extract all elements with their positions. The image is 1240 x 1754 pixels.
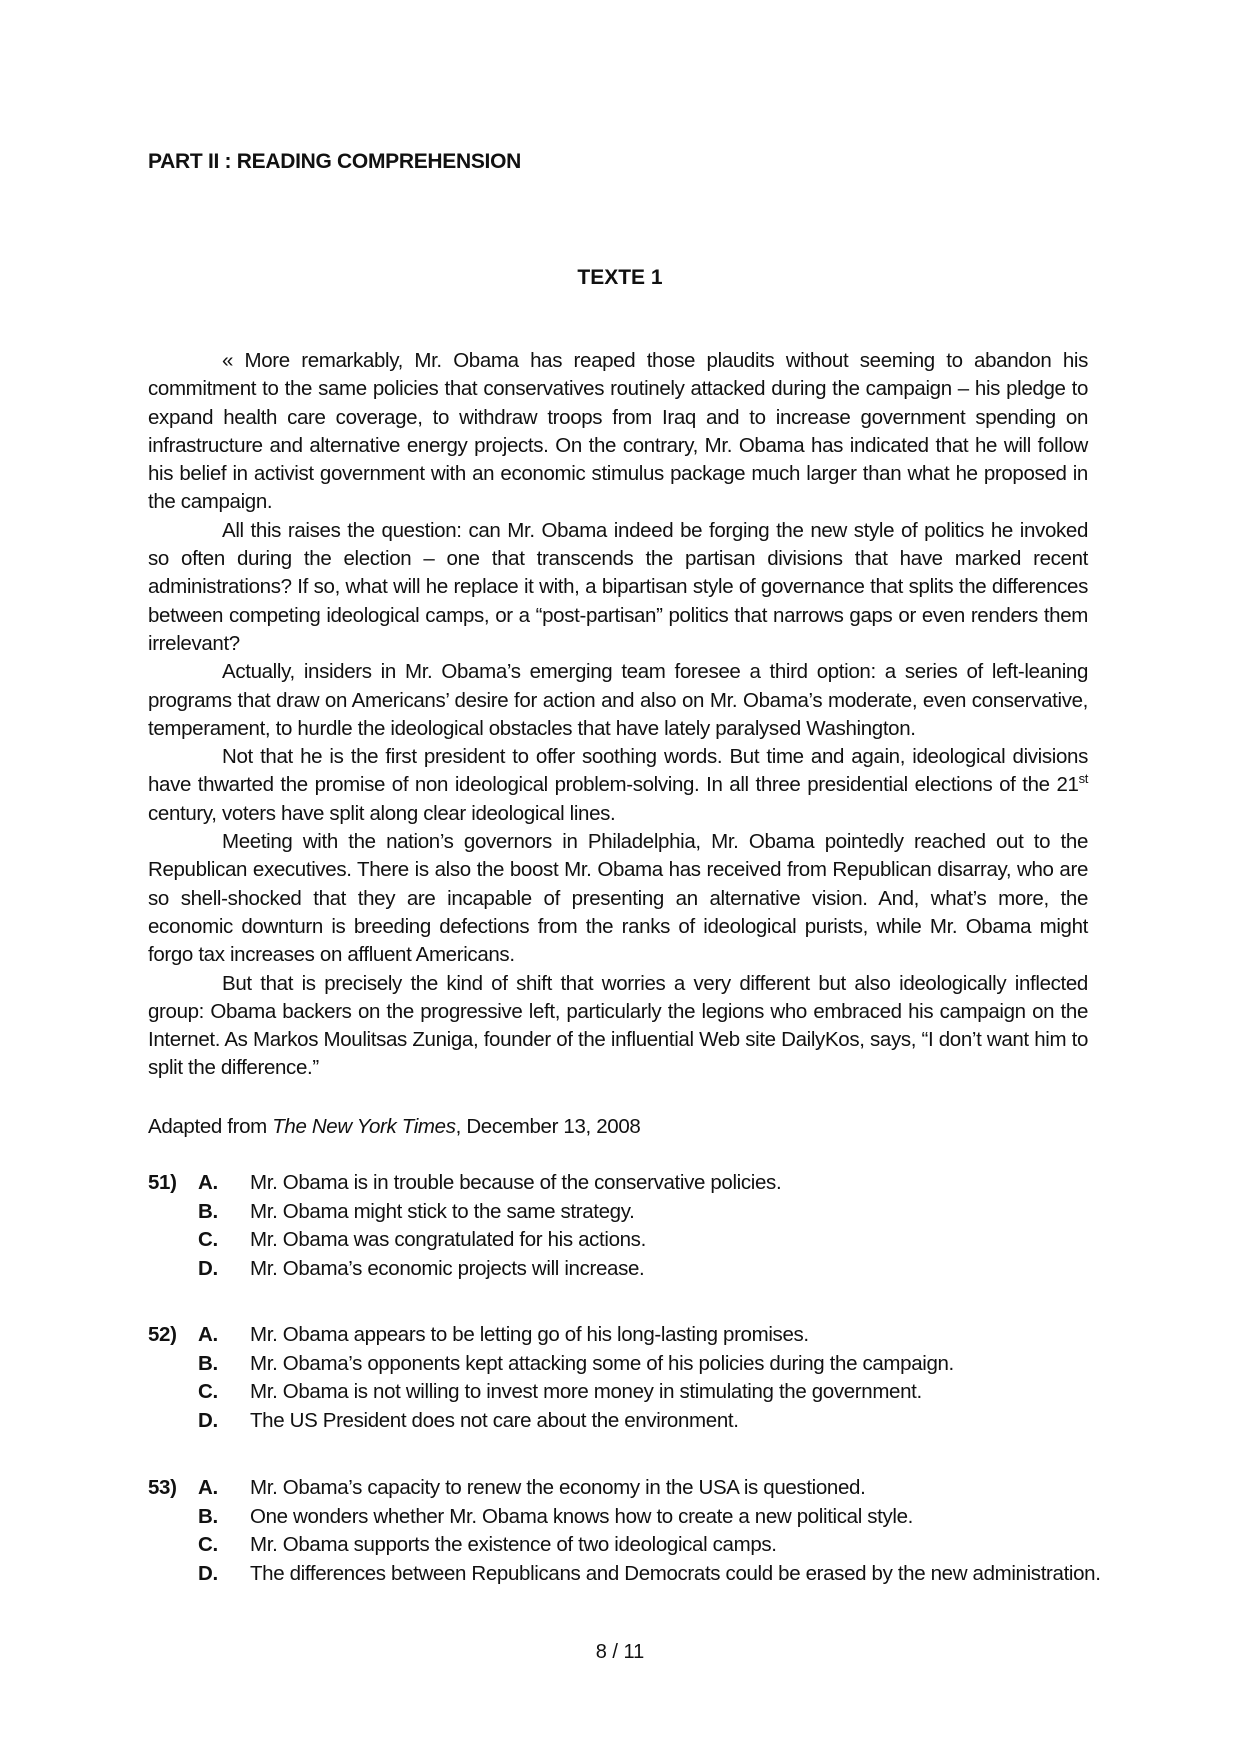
option-letter: D. xyxy=(198,1256,218,1280)
option-text: Mr. Obama is not willing to invest more money in stimulating the government. xyxy=(250,1380,922,1403)
question-53 xyxy=(148,1474,1148,1588)
source-publication: The New York Times xyxy=(272,1115,456,1138)
source-citation xyxy=(148,1115,640,1139)
part-title: PART II : READING COMPREHENSION xyxy=(148,150,521,173)
option-text: Mr. Obama’s economic projects will increase. xyxy=(250,1256,645,1280)
question-option xyxy=(148,1560,1148,1589)
option-text: Mr. Obama was congratulated for his actions. xyxy=(250,1228,646,1251)
paragraph-4-end: century, voters have split along clear ideological lines. xyxy=(148,801,616,825)
question-option xyxy=(148,1407,1148,1436)
question-option xyxy=(148,1226,1148,1255)
question-51 xyxy=(148,1169,1148,1283)
reading-passage xyxy=(148,347,1088,1083)
passage-paragraph-1: « More remarkably, Mr. Obama has reaped those plaudits without seeming to abandon his commitment to the same policies that conservatives routinely attacked during the campaign – his pledge to expand health care coverage, to withdraw troops from Iraq and to increase government spending on infrastructure and alternative energy projects. On the contrary, Mr. Obama has indicated that he will follow his belief in activist government with an economic stimulus package much larger than what he proposed in the campaign. xyxy=(148,349,1088,514)
option-letter: B. xyxy=(198,1351,218,1375)
paragraph-4-start: Not that he is the first president to offer soothing words. But time and again, ideological divisions have thwarted the promise of non ideological problem-solving. In all three presidential elections of the 21 xyxy=(148,745,1088,797)
question-option xyxy=(148,1321,1148,1350)
ordinal-suffix: st xyxy=(1078,771,1088,787)
question-option xyxy=(148,1503,1148,1532)
question-option xyxy=(148,1169,1148,1198)
text-title: TEXTE 1 xyxy=(577,266,663,289)
option-text: The US President does not care about the environment. xyxy=(250,1408,739,1432)
option-text: Mr. Obama might stick to the same strategy. xyxy=(250,1199,635,1223)
option-letter: B. xyxy=(198,1504,218,1528)
question-52 xyxy=(148,1321,1148,1435)
source-date: , December 13, 2008 xyxy=(455,1115,641,1138)
passage-paragraph-4 xyxy=(148,743,1088,828)
option-text: Mr. Obama supports the existence of two ideological camps. xyxy=(250,1533,777,1556)
question-option xyxy=(148,1531,1148,1560)
option-text: One wonders whether Mr. Obama knows how to create a new political style. xyxy=(250,1504,914,1528)
passage-paragraph-2: All this raises the question: can Mr. Obama indeed be forging the new style of politics he invoked so often during the election – one that transcends the partisan divisions that have marked recent administrations? If so, what will he replace it with, a bipartisan style of governance that splits the differences between competing ideological camps, or a “post-partisan” politics that narrows gaps or even renders them irrelevant? xyxy=(148,518,1088,655)
source-prefix: Adapted from xyxy=(148,1115,273,1138)
option-letter: B. xyxy=(198,1199,218,1223)
option-text: Mr. Obama’s opponents kept attacking some of his policies during the campaign. xyxy=(250,1351,954,1375)
page-number: 8 / 11 xyxy=(595,1641,645,1663)
passage-paragraph-6: But that is precisely the kind of shift that worries a very different but also ideologically inflected group: Obama backers on the progressive left, particularly the legions who embraced his campaign on the Internet. As Markos Moulitsas Zuniga, founder of the influential Web site DailyKos, says, “I don’t want him to split the difference.” xyxy=(148,971,1088,1080)
passage-paragraph-5: Meeting with the nation’s governors in Philadelphia, Mr. Obama pointedly reached out to the Republican executives. There is also the boost Mr. Obama has received from Republican disarray, who are so shell-shocked that they are incapable of presenting an alternative vision. And, what’s more, the economic downturn is breeding defections from the ranks of ideological purists, while Mr. Obama might forgo tax increases on affluent Americans. xyxy=(148,830,1088,967)
question-option xyxy=(148,1350,1148,1379)
passage-paragraph-3: Actually, insiders in Mr. Obama’s emerging team foresee a third option: a series of left-leaning programs that draw on Americans’ desire for action and also on Mr. Obama’s moderate, even conservative, temperament, to hurdle the ideological obstacles that have lately paralysed Washington. xyxy=(148,660,1088,740)
option-letter: C. xyxy=(198,1380,218,1403)
question-number: 53) xyxy=(148,1476,177,1499)
question-option xyxy=(148,1474,1148,1503)
option-letter: C. xyxy=(198,1533,218,1556)
option-text: Mr. Obama is in trouble because of the conservative policies. xyxy=(250,1171,782,1194)
option-letter: A. xyxy=(198,1323,218,1346)
question-number: 52) xyxy=(148,1323,177,1346)
question-option xyxy=(148,1378,1148,1407)
option-text: The differences between Republicans and Democrats could be erased by the new administration. xyxy=(250,1561,1101,1585)
question-option xyxy=(148,1198,1148,1227)
option-text: Mr. Obama appears to be letting go of his long-lasting promises. xyxy=(250,1323,809,1346)
option-letter: D. xyxy=(198,1561,218,1585)
option-text: Mr. Obama’s capacity to renew the economy in the USA is questioned. xyxy=(250,1476,866,1499)
option-letter: C. xyxy=(198,1228,218,1251)
option-letter: A. xyxy=(198,1476,218,1499)
option-letter: A. xyxy=(198,1171,218,1194)
question-number: 51) xyxy=(148,1171,177,1194)
option-letter: D. xyxy=(198,1408,218,1432)
question-option xyxy=(148,1255,1148,1284)
